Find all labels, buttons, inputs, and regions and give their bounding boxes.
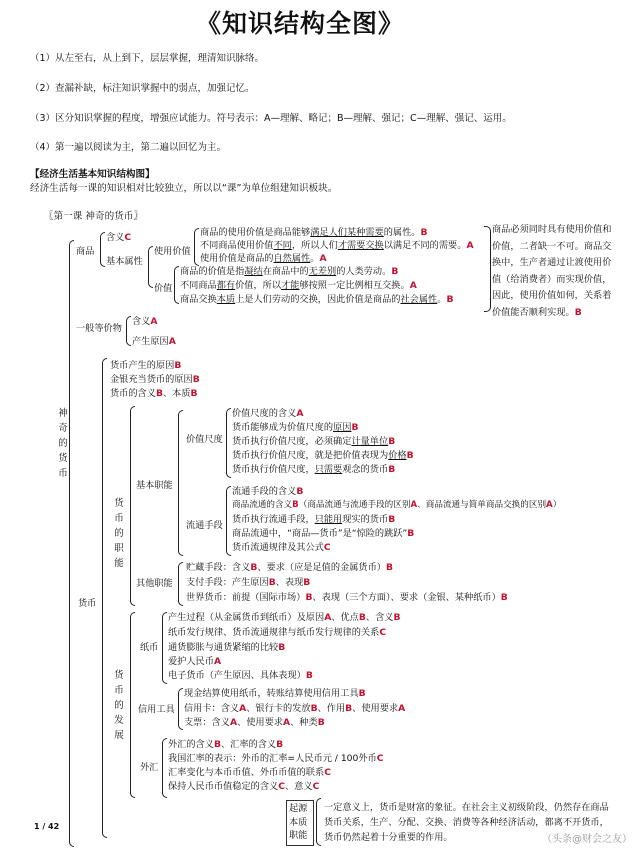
value-item-1: 商品的价值是指凝结在商品中的无差别的人类劳动。B (180, 266, 399, 277)
paper-label: 纸币 (140, 642, 159, 653)
forex-brace (162, 738, 167, 798)
value-item-2: 不同商品都有价值，所以才能够按照一定比例相互交换。A (180, 280, 417, 291)
forex-item-2: 我国汇率的表示：外币的汇率=人民币元 / 100外币C (168, 753, 384, 764)
credit-item-2: 信用卡：含义A、银行卡的发放B、作用B、使用要求A (184, 703, 406, 714)
credit-label: 信用工具 (138, 704, 175, 715)
credit-brace (178, 688, 183, 730)
commodity-brace (100, 232, 105, 267)
value-item-3: 商品交换本质上是人们劳动的交换，因此价值是商品的社会属性。B (180, 294, 454, 305)
use-value-item-3: 使用价值是商品的自然属性。A (200, 253, 327, 264)
circulation-item-5: 货币流通规律及其公式C (232, 542, 331, 553)
measure-item-1: 价值尺度的含义A (232, 408, 304, 419)
money-origin-3: 货币的含义B、本质B (110, 388, 198, 399)
paper-item-3: 通货膨胀与通货紧缩的比较B (168, 642, 286, 653)
essence-text: 一定意义上，货币是财富的象征。在社会主义初级阶段，仍然存在商品货币关系，生产、分配、交换、消费等各种经济活动，都离不开货币，货币仍然起着十分重要的作用。 (324, 802, 609, 843)
circulation-item-3: 货币执行流通手段，只能用现实的货币B (232, 514, 396, 525)
credit-item-1: 现金结算使用纸币，转账结算使用信用工具B (184, 688, 366, 699)
other-functions-label: 其他职能 (136, 578, 173, 589)
circulation-label: 流通手段 (186, 520, 223, 531)
equivalent-item-2: 产生原因A (132, 336, 176, 347)
instruction-4: （4）第一遍以阅读为主，第二遍以回忆为主。 (30, 142, 227, 153)
forex-item-3: 汇率变化与本币币值、外币币值的联系C (168, 767, 331, 778)
section-title: 【经济生活基本知识结构图】 (30, 169, 155, 180)
other-item-3: 世界货币：前提（国际市场）B、表现（三个方面）、要求（金银、某种纸币）B (186, 592, 508, 603)
value-brace (174, 266, 179, 304)
page-number: 1 / 42 (34, 822, 60, 831)
commodity-attrs: 基本属性 (106, 256, 143, 267)
other-item-1: 贮藏手段：含义B、要求（应是足值的金属货币）B (186, 562, 393, 573)
essence-box-label: 起源本质职能 (289, 803, 308, 841)
measure-item-2: 货币能够成为价值尺度的原因B (232, 422, 359, 433)
paper-item-5: 电子货币（产生原因、具体表现）B (168, 670, 313, 681)
paper-item-1: 产生过程（从金属货币到纸币）及原因A、优点B、含义B (168, 612, 401, 623)
basic-functions-label: 基本职能 (136, 480, 173, 491)
circulation-item-2: 商品流通的含义B（商品流通与流通手段的区别A、商品流通与简单商品交换的区别A） (232, 500, 562, 510)
instruction-2: （2）查漏补缺，标注知识掌握中的弱点，加强记忆。 (30, 83, 255, 94)
measure-item-3: 货币执行价值尺度，必须确定计量单位B (232, 436, 396, 447)
attrs-brace (148, 246, 153, 288)
equivalent-brace (126, 316, 131, 346)
paper-item-2: 纸币发行规律、货币流通规律与纸币发行规律的关系C (168, 627, 387, 638)
lesson-title: 〖第一课 神奇的货币〗 (44, 211, 143, 222)
equivalent-item-1: 含义A (132, 316, 158, 327)
development-label: 货币的发展 (114, 670, 124, 741)
measure-item-5: 货币执行价值尺度，只需要观念的货币B (232, 464, 396, 475)
measure-brace (226, 408, 231, 478)
functions-label: 货币的职能 (114, 498, 124, 569)
other-brace (178, 562, 183, 606)
watermark: （头条@财会之友） (542, 834, 632, 845)
commodity-label: 商品 (76, 246, 95, 257)
value-label: 价值 (154, 283, 173, 294)
forex-item-4: 保持人民币币值稳定的含义C、意义C (168, 781, 320, 792)
equivalent-label: 一般等价物 (76, 323, 122, 334)
root-brace (69, 240, 74, 847)
use-value-brace (194, 228, 199, 266)
commodity-note: 商品必须同时具有使用价值和价值，二者缺一不可。商品交换中，生产者通过让渡使用价值（给消费者）而实现价值，因此，使用价值如何，关系着价值能否顺利实现。B (492, 224, 612, 318)
use-value-label: 使用价值 (154, 246, 191, 257)
circulation-item-4: 商品流通中，“商品—货币”是“惊险的跳跃”B (232, 528, 415, 539)
money-label: 货币 (78, 598, 97, 609)
measure-item-4: 货币执行价值尺度，就是把价值表现为价格B (232, 450, 414, 461)
money-origin-1: 货币产生的原因B (110, 360, 182, 371)
forex-item-1: 外汇的含义B、汇率的含义B (168, 739, 284, 750)
money-origin-2: 金银充当货币的原因B (110, 374, 200, 385)
circulation-item-1: 流通手段的含义B (232, 486, 304, 497)
commodity-right-brace (484, 226, 491, 312)
essence-brace (316, 798, 321, 846)
instruction-3: （3）区分知识掌握的程度，增强应试能力。符号表示：A—理解、略记；B—理解、强记；C—理解、强记、运用。 (30, 113, 512, 124)
use-value-item-2: 不同商品使用价值不同，所以人们才需要交换以满足不同的需要。A (200, 240, 474, 251)
use-value-item-1: 商品的使用价值是商品能够满足人们某种需要的属性。B (200, 227, 428, 238)
measure-label: 价值尺度 (186, 434, 223, 445)
development-brace (130, 612, 135, 798)
basic-brace (178, 410, 183, 556)
section-desc: 经济生活每一课的知识相对比较独立，所以以“课”为单位组建知识板块。 (30, 183, 338, 194)
commodity-meaning: 含义C (106, 232, 132, 243)
circulation-brace (226, 486, 231, 556)
page-title: 《知识结构全图》 (196, 9, 405, 38)
instruction-1: （1）从左至右，从上到下，层层掌握，理清知识脉络。 (30, 53, 265, 64)
functions-brace (130, 406, 135, 606)
paper-item-4: 爱护人民币A (168, 656, 222, 667)
paper-brace (162, 612, 167, 684)
root-label: 神奇的货币 (58, 408, 68, 479)
credit-item-3: 支票：含义A、使用要求A、种类B (184, 717, 325, 728)
forex-label: 外汇 (140, 762, 159, 773)
money-brace (102, 358, 107, 838)
other-item-2: 支付手段：产生原因B、表现B (186, 577, 311, 588)
